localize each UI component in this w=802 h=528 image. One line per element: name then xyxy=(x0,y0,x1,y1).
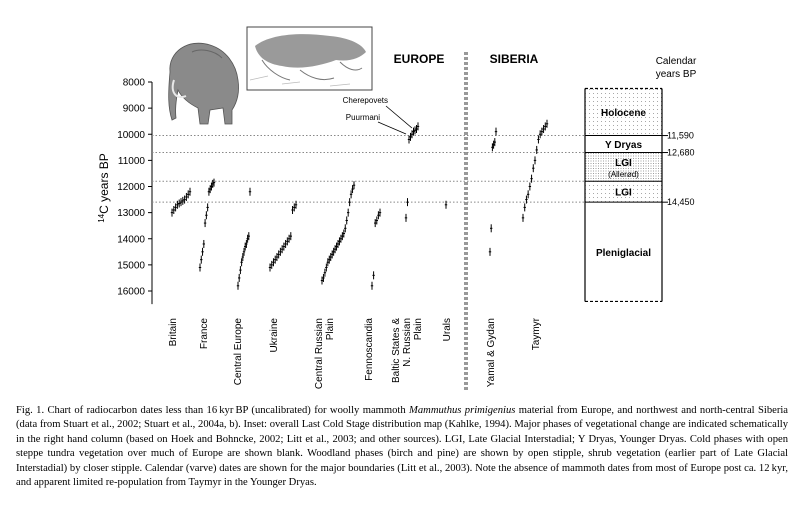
europe-header: EUROPE xyxy=(393,52,445,66)
region-label: Urals xyxy=(442,318,453,342)
mammoth-illustration xyxy=(169,43,239,124)
siberia-header: SIBERIA xyxy=(489,52,539,66)
inset-distribution-map xyxy=(247,27,372,90)
region-label: N. Russian xyxy=(402,318,413,367)
region-label: Ukraine xyxy=(269,318,280,353)
region-label: Plain xyxy=(413,318,424,341)
region-label: France xyxy=(199,318,210,350)
calendar-date: 12,680 xyxy=(667,147,695,158)
annotation-cherepovets: Cherepovets xyxy=(342,96,388,105)
species-name: Mammuthus primigenius xyxy=(409,405,516,416)
calendar-date: 14,450 xyxy=(667,197,695,208)
region-label: Britain xyxy=(168,318,179,347)
figure-caption xyxy=(16,404,788,490)
y-tick-label: 13000 xyxy=(117,208,145,220)
phase-label: LGI xyxy=(615,187,632,199)
y-tick-label: 11000 xyxy=(117,155,145,167)
annotation-arrow-2 xyxy=(378,122,406,134)
caption-text: Fig. 1. Chart of radiocarbon dates less than 16 kyr BP (uncalibrated) for woolly mammoth xyxy=(16,405,410,416)
phase-label: Y Dryas xyxy=(604,140,643,152)
phase-label: LGI xyxy=(615,157,632,169)
region-label: Baltic States & xyxy=(391,318,402,384)
caption-text: material from Europe, and northwest and north-central Siberia (data from Stuart et al., 2002; Stuart et al., 2004a, b). Inset: overall Last Cold Stage distribution map (Kahlke, 1994). Major phases of vegetational change are indicated schematically in the right hand column (based on Hoek and Bohncke, 2002; Litt et al., 2003; and other sources). LGI, Late Glacial Interstadial; Y Dryas, Younger Dryas. Cold phases with open steppe tundra vegetation over much of Europe are shown blank. Woodland phases (birch and pine) are shown by open stipple, shrub vegetation (earlier part of Late Glacial Interstadial) by closer stipple. Calendar (varve) dates are shown for the major boundaries (Litt et al., 2003). Note the absence of mammoth dates from most of Europe post ca. 12 kyr, and apparent limited re-population from Taymyr in the Younger Dryas. xyxy=(16,405,788,489)
region-labels xyxy=(168,317,542,389)
region-label: Central Russian xyxy=(314,318,325,390)
region-label: Central Europe xyxy=(233,318,244,386)
y-tick-label: 14000 xyxy=(117,234,145,246)
cherepovets-puurmani-annotation xyxy=(343,96,412,134)
y-tick-label: 9000 xyxy=(122,103,145,115)
y-tick-label: 12000 xyxy=(117,182,145,193)
region-label: Fennoscandia xyxy=(364,318,375,381)
annotation-arrow-1 xyxy=(386,106,412,128)
phase-label: Holocene xyxy=(600,108,647,120)
annotation-puurmani: Puurmani xyxy=(345,113,380,122)
y-tick-label: 10000 xyxy=(117,129,145,141)
region-label: Yamal & Gydan xyxy=(486,318,497,388)
vegetation-phase-column xyxy=(585,56,697,301)
phase-sublabel: (Allerød) xyxy=(608,169,639,179)
region-label: Plain xyxy=(325,318,336,341)
y-tick-label: 16000 xyxy=(117,286,145,298)
data-marks xyxy=(171,120,548,290)
region-label: Taymyr xyxy=(531,318,542,351)
calendar-date: 11,590 xyxy=(667,130,694,141)
y-axis-label: $^{14}$C years BP xyxy=(97,153,111,223)
phase-boundary-lines xyxy=(152,136,585,203)
calendar-header: years BP xyxy=(655,69,697,80)
y-tick-label: 8000 xyxy=(122,77,145,89)
phase-label: Pleniglacial xyxy=(595,247,652,259)
calendar-header: Calendar xyxy=(655,56,697,67)
y-tick-label: 15000 xyxy=(117,260,145,272)
y-axis xyxy=(117,78,152,305)
